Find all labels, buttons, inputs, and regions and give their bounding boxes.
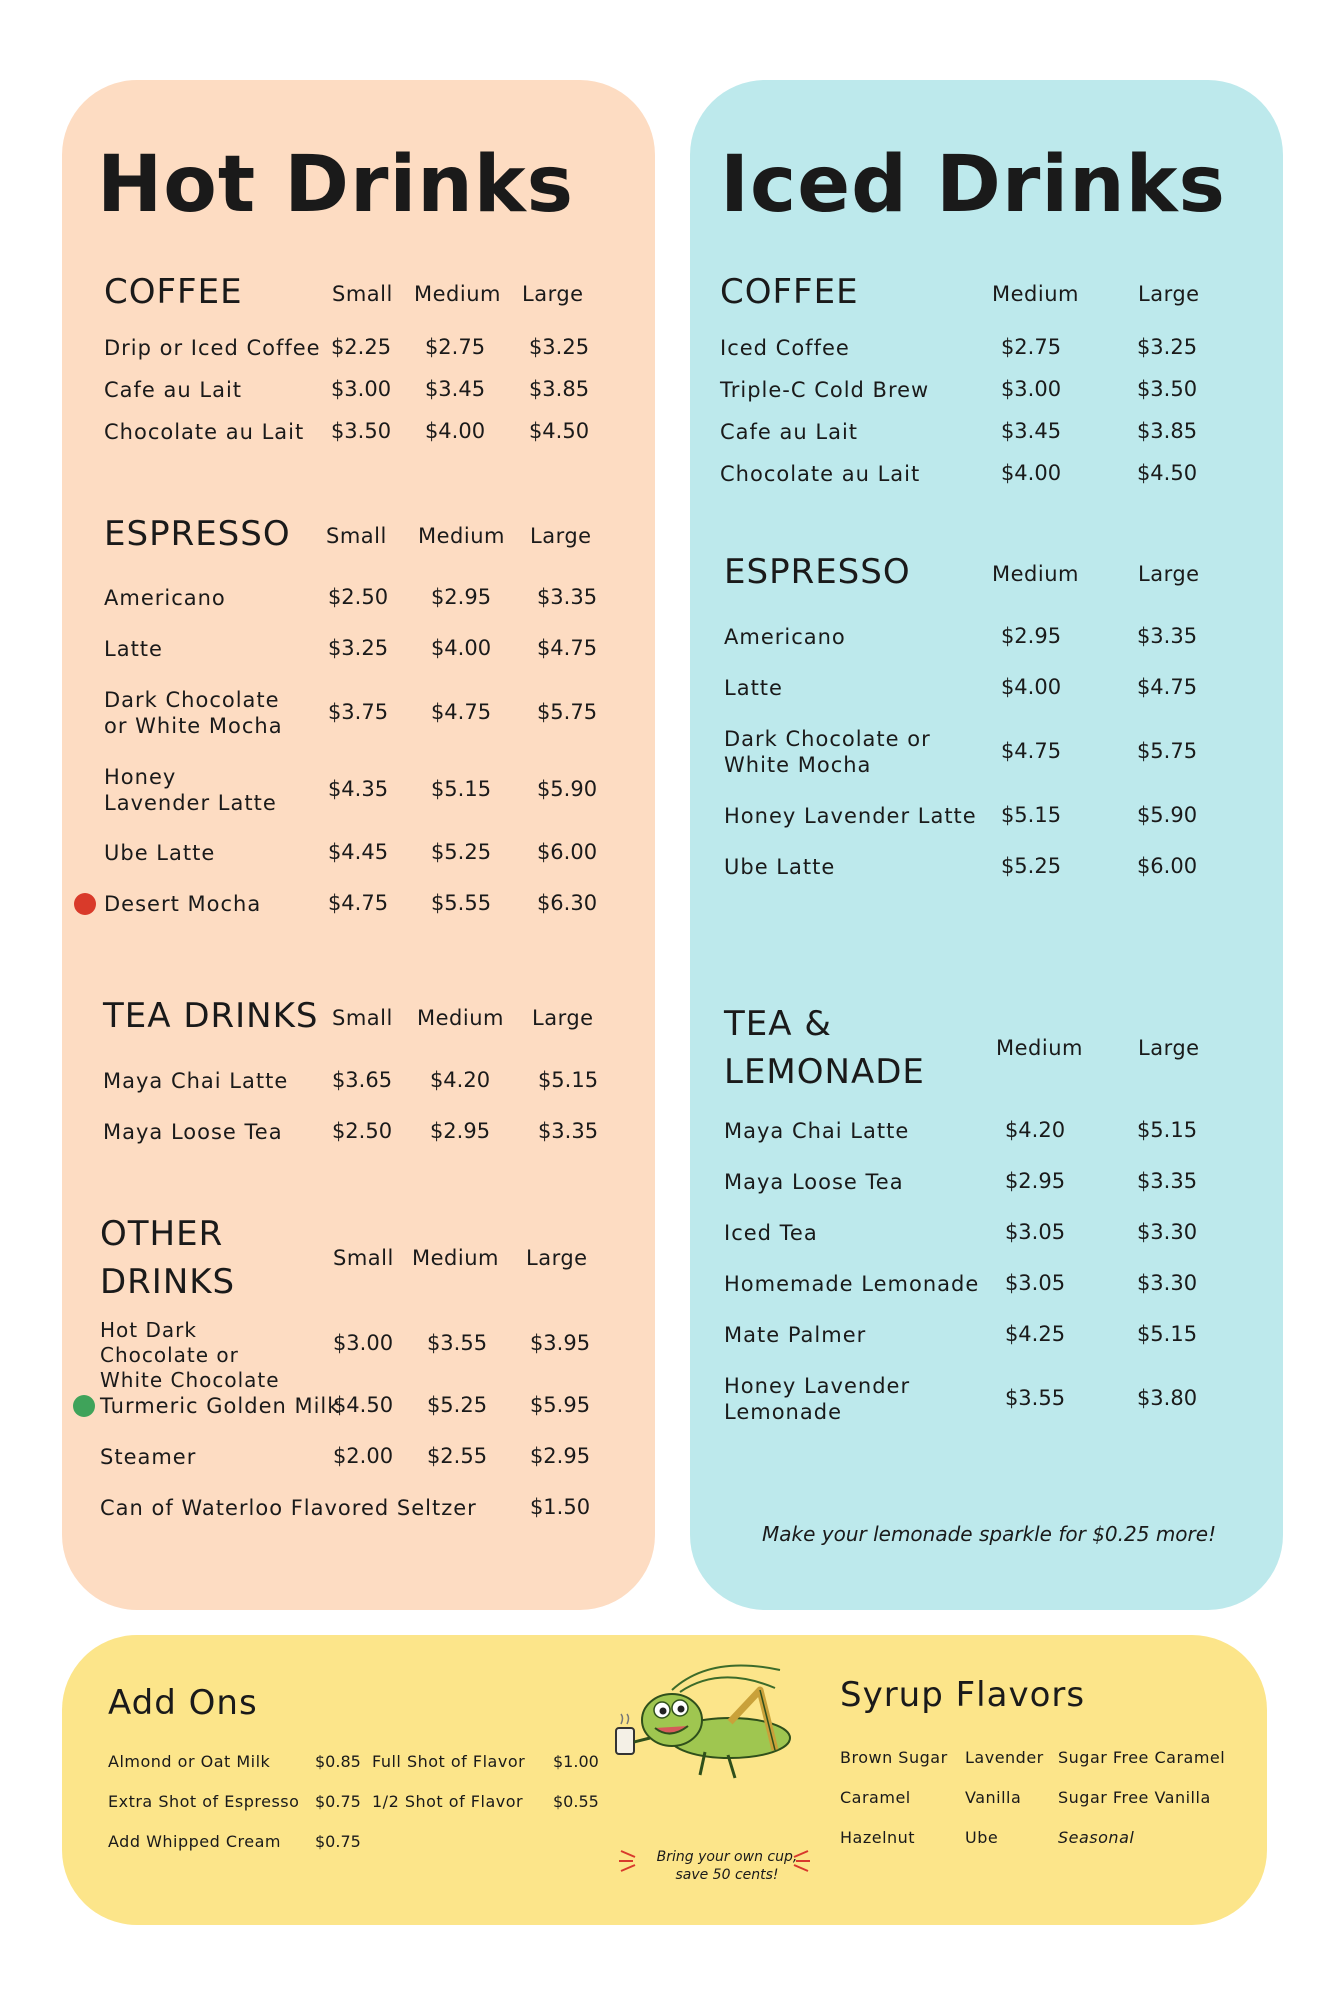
item-name: Chocolate au Lait xyxy=(720,462,921,486)
price-large: $4.50 xyxy=(528,419,590,443)
col-head-medium: Medium xyxy=(414,282,501,306)
price-medium: $4.20 xyxy=(429,1068,491,1092)
price-large: $5.15 xyxy=(1136,1118,1198,1142)
item-name: Iced Coffee xyxy=(720,336,850,360)
menu-row xyxy=(724,624,1264,672)
price-medium: $5.25 xyxy=(1000,854,1062,878)
price-medium: $3.55 xyxy=(426,1331,488,1355)
price-medium: $3.05 xyxy=(1004,1220,1066,1244)
price-medium: $3.05 xyxy=(1004,1271,1066,1295)
syrup-flavor: Hazelnut xyxy=(840,1828,916,1847)
price-large: $2.95 xyxy=(529,1444,591,1468)
iced-drinks-title: Iced Drinks xyxy=(720,140,1226,230)
price-large: $3.35 xyxy=(1136,1169,1198,1193)
col-head-medium: Medium xyxy=(412,1246,499,1270)
menu-row xyxy=(104,419,634,467)
col-head-large: Large xyxy=(526,1246,588,1270)
price-small: $4.45 xyxy=(327,840,389,864)
price-medium: $2.95 xyxy=(430,585,492,609)
iced-drinks-panel xyxy=(690,80,1283,1610)
price-large: $3.80 xyxy=(1136,1386,1198,1410)
price-medium: $5.25 xyxy=(426,1393,488,1417)
syrup-flavor: Sugar Free Caramel xyxy=(1058,1748,1226,1767)
menu-row xyxy=(724,854,1264,902)
price-large: $3.95 xyxy=(529,1331,591,1355)
price-small: $3.50 xyxy=(330,419,392,443)
price-medium: $4.00 xyxy=(424,419,486,443)
item-name: Maya Loose Tea xyxy=(724,1170,904,1194)
addon-item: Full Shot of Flavor xyxy=(372,1752,526,1771)
price-medium: $2.95 xyxy=(1000,624,1062,648)
addon-price: $0.75 xyxy=(315,1832,361,1851)
col-head-small: Small xyxy=(332,282,393,306)
price-large: $6.30 xyxy=(536,891,598,915)
price-medium: $5.55 xyxy=(430,891,492,915)
item-name: Maya Chai Latte xyxy=(103,1069,289,1093)
byo-cup-note-line1: Bring your own cup, xyxy=(656,1849,798,1865)
syrup-flavor: Brown Sugar xyxy=(840,1748,948,1767)
price-small: $2.25 xyxy=(330,335,392,359)
item-name: Americano xyxy=(724,625,846,649)
col-head-large: Large xyxy=(530,524,592,548)
item-name: Americano xyxy=(104,586,226,610)
price-large: $3.35 xyxy=(1136,624,1198,648)
menu-row xyxy=(724,1373,1264,1433)
menu-row xyxy=(104,840,634,888)
section-title: COFFEE xyxy=(720,272,859,312)
hot-espresso-section xyxy=(104,510,634,1000)
price-large: $6.00 xyxy=(536,840,598,864)
menu-row xyxy=(100,1393,630,1441)
price-medium: $5.15 xyxy=(1000,803,1062,827)
menu-row xyxy=(104,377,634,425)
price-medium: $3.45 xyxy=(1000,419,1062,443)
syrup-flavor: Seasonal xyxy=(1058,1828,1135,1847)
price-large: $1.50 xyxy=(529,1495,591,1519)
hot-other-section xyxy=(100,1210,630,1560)
item-name: Cafe au Lait xyxy=(720,420,859,444)
item-name: Latte xyxy=(104,637,163,661)
price-small: $3.75 xyxy=(327,700,389,724)
item-name: Maya Chai Latte xyxy=(724,1119,910,1143)
price-large: $3.85 xyxy=(1136,419,1198,443)
menu-row xyxy=(104,636,634,684)
menu-row xyxy=(720,335,1260,383)
col-head-medium: Medium xyxy=(418,524,505,548)
menu-row xyxy=(104,687,634,747)
price-large: $3.50 xyxy=(1136,377,1198,401)
price-small: $3.65 xyxy=(331,1068,393,1092)
price-medium: $5.25 xyxy=(430,840,492,864)
price-medium: $4.00 xyxy=(1000,461,1062,485)
menu-row xyxy=(100,1495,630,1543)
col-head-medium: Medium xyxy=(996,1036,1083,1060)
price-large: $4.75 xyxy=(1136,675,1198,699)
price-medium: $2.75 xyxy=(424,335,486,359)
menu-row xyxy=(720,419,1260,467)
price-large: $5.15 xyxy=(1136,1322,1198,1346)
addon-price: $0.55 xyxy=(553,1792,599,1811)
price-large: $5.15 xyxy=(537,1068,599,1092)
price-medium: $4.75 xyxy=(1000,739,1062,763)
price-small: $4.75 xyxy=(327,891,389,915)
price-medium: $4.75 xyxy=(430,700,492,724)
item-name: Steamer xyxy=(100,1445,197,1469)
price-large: $6.00 xyxy=(1136,854,1198,878)
item-name: Ube Latte xyxy=(104,841,216,865)
price-small: $3.00 xyxy=(332,1331,394,1355)
price-medium: $3.45 xyxy=(424,377,486,401)
menu-row xyxy=(724,1220,1264,1268)
menu-row xyxy=(720,377,1260,425)
addons-panel xyxy=(62,1635,1267,1925)
menu-row xyxy=(100,1318,630,1392)
price-small: $4.35 xyxy=(327,777,389,801)
price-small: $4.50 xyxy=(332,1393,394,1417)
syrup-flavor: Caramel xyxy=(840,1788,911,1807)
col-head-small: Small xyxy=(326,524,387,548)
menu-row xyxy=(103,1119,633,1167)
item-name: Desert Mocha xyxy=(104,892,262,916)
item-name: Drip or Iced Coffee xyxy=(104,336,321,360)
menu-row xyxy=(104,891,634,939)
item-name: Triple-C Cold Brew xyxy=(720,378,930,402)
hot-drinks-title: Hot Drinks xyxy=(97,140,575,230)
price-medium: $3.55 xyxy=(1004,1386,1066,1410)
syrup-flavor: Sugar Free Vanilla xyxy=(1058,1788,1211,1807)
price-medium: $2.95 xyxy=(1004,1169,1066,1193)
price-medium: $4.00 xyxy=(430,636,492,660)
col-head-medium: Medium xyxy=(417,1006,504,1030)
menu-row xyxy=(724,1118,1264,1166)
menu-row xyxy=(100,1444,630,1492)
item-name: Turmeric Golden Milk xyxy=(100,1394,341,1418)
menu-row xyxy=(104,585,634,633)
item-name: Honey Lavender Lemonade xyxy=(724,1374,911,1424)
syrup-flavor: Lavender xyxy=(965,1748,1044,1767)
chili-pepper-icon xyxy=(74,893,96,915)
price-medium: $4.00 xyxy=(1000,675,1062,699)
price-large: $3.25 xyxy=(528,335,590,359)
addon-price: $0.85 xyxy=(315,1752,361,1771)
col-head-small: Small xyxy=(333,1246,394,1270)
price-large: $4.75 xyxy=(536,636,598,660)
cricket-mascot-icon xyxy=(610,1660,810,1800)
smile-face-icon xyxy=(73,1395,95,1417)
item-name: Iced Tea xyxy=(724,1221,818,1245)
syrup-flavor: Ube xyxy=(965,1828,999,1847)
price-small: $2.50 xyxy=(331,1119,393,1143)
iced-tea-lemonade-section xyxy=(724,1000,1264,1480)
menu-row xyxy=(724,726,1264,786)
price-large: $3.85 xyxy=(528,377,590,401)
menu-row xyxy=(724,1322,1264,1370)
hot-coffee-section xyxy=(104,268,634,478)
col-head-small: Small xyxy=(332,1006,393,1030)
item-name: Homemade Lemonade xyxy=(724,1272,980,1296)
menu-row xyxy=(104,335,634,383)
iced-espresso-section xyxy=(724,548,1264,888)
price-small: $3.25 xyxy=(327,636,389,660)
addon-item: Almond or Oat Milk xyxy=(108,1752,271,1771)
price-medium: $2.55 xyxy=(426,1444,488,1468)
addon-item: 1/2 Shot of Flavor xyxy=(372,1792,524,1811)
addon-price: $0.75 xyxy=(315,1792,361,1811)
col-head-large: Large xyxy=(532,1006,594,1030)
item-name: Latte xyxy=(724,676,783,700)
syrup-flavors-title: Syrup Flavors xyxy=(840,1675,1086,1715)
col-head-large: Large xyxy=(1138,282,1200,306)
section-title: OTHER DRINKS xyxy=(100,1214,236,1302)
menu-row xyxy=(724,803,1264,851)
menu-row xyxy=(724,675,1264,723)
price-large: $5.90 xyxy=(536,777,598,801)
menu-row xyxy=(103,1068,633,1116)
addon-item: Add Whipped Cream xyxy=(108,1832,281,1851)
item-name: Ube Latte xyxy=(724,855,836,879)
price-large: $5.75 xyxy=(536,700,598,724)
item-name: Dark Chocolate or White Mocha xyxy=(724,727,931,777)
price-large: $3.35 xyxy=(537,1119,599,1143)
byo-cup-note xyxy=(637,1848,817,1884)
item-name: Can of Waterloo Flavored Seltzer xyxy=(100,1496,477,1520)
section-title: TEA DRINKS xyxy=(103,996,319,1036)
col-head-large: Large xyxy=(1138,562,1200,586)
price-medium: $3.00 xyxy=(1000,377,1062,401)
addon-item: Extra Shot of Espresso xyxy=(108,1792,300,1811)
addon-price: $1.00 xyxy=(553,1752,599,1771)
price-small: $2.50 xyxy=(327,585,389,609)
section-title: ESPRESSO xyxy=(104,514,291,554)
lemonade-sparkle-note: Make your lemonade sparkle for $0.25 more! xyxy=(762,1522,1217,1546)
item-name: Maya Loose Tea xyxy=(103,1120,283,1144)
price-medium: $4.25 xyxy=(1004,1322,1066,1346)
item-name: Chocolate au Lait xyxy=(104,420,305,444)
price-large: $3.30 xyxy=(1136,1271,1198,1295)
section-title: COFFEE xyxy=(104,272,243,312)
menu-row xyxy=(724,1169,1264,1217)
price-large: $3.35 xyxy=(536,585,598,609)
byo-cup-note-line2: save 50 cents! xyxy=(675,1867,779,1883)
item-name: Honey Lavender Latte xyxy=(104,765,277,815)
item-name: Cafe au Lait xyxy=(104,378,243,402)
col-head-medium: Medium xyxy=(992,562,1079,586)
price-large: $3.25 xyxy=(1136,335,1198,359)
iced-coffee-section xyxy=(720,268,1260,518)
section-title: ESPRESSO xyxy=(724,552,911,592)
price-medium: $4.20 xyxy=(1004,1118,1066,1142)
menu-row xyxy=(720,461,1260,509)
addons-title: Add Ons xyxy=(108,1683,258,1723)
price-medium: $2.75 xyxy=(1000,335,1062,359)
col-head-large: Large xyxy=(1138,1036,1200,1060)
col-head-medium: Medium xyxy=(992,282,1079,306)
price-large: $4.50 xyxy=(1136,461,1198,485)
price-large: $3.30 xyxy=(1136,1220,1198,1244)
price-large: $5.95 xyxy=(529,1393,591,1417)
price-medium: $5.15 xyxy=(430,777,492,801)
section-title: TEA & LEMONADE xyxy=(724,1004,925,1092)
item-name: Mate Palmer xyxy=(724,1323,867,1347)
price-medium: $2.95 xyxy=(429,1119,491,1143)
price-large: $5.90 xyxy=(1136,803,1198,827)
hot-drinks-panel xyxy=(62,80,655,1610)
menu-row xyxy=(724,1271,1264,1319)
item-name: Dark Chocolate or White Mocha xyxy=(104,688,283,738)
col-head-large: Large xyxy=(522,282,584,306)
hot-tea-section xyxy=(103,992,633,1152)
price-small: $3.00 xyxy=(330,377,392,401)
item-name: Honey Lavender Latte xyxy=(724,804,977,828)
price-large: $5.75 xyxy=(1136,739,1198,763)
syrup-flavor: Vanilla xyxy=(965,1788,1022,1807)
menu-row xyxy=(104,764,634,824)
item-name: Hot Dark Chocolate or White Chocolate xyxy=(100,1318,280,1392)
price-small: $2.00 xyxy=(332,1444,394,1468)
